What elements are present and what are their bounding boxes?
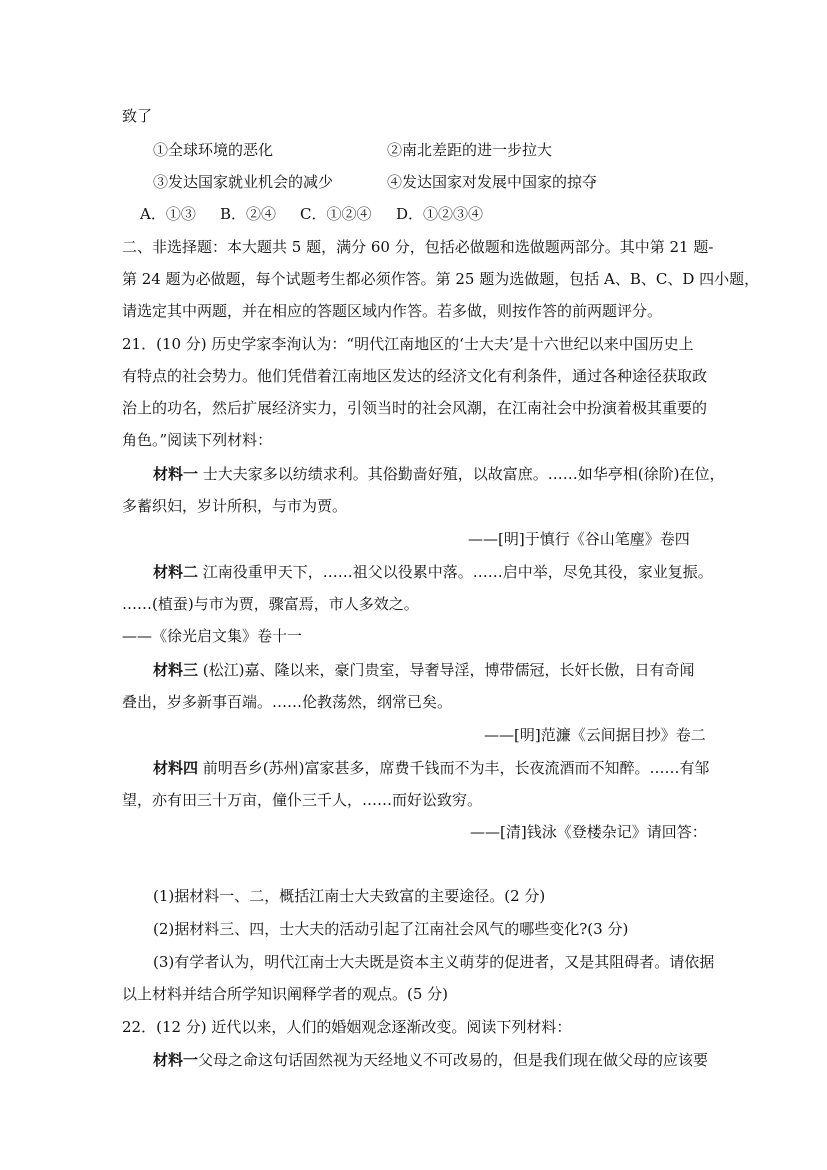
material-label: 材料一 — [153, 1051, 199, 1069]
q20-option-3: ③发达国家就业机会的减少 — [153, 173, 334, 191]
q22-material-1-line-1 — [153, 1050, 708, 1070]
q21-material-2-line-1 — [153, 562, 713, 582]
q21-question-3-line-2: 以上材料并结合所学知识阐释学者的观点。(5 分) — [122, 985, 449, 1003]
section2-line-2: 第 24 题为必做题，每个试题考生都必须作答。第 25 题为选做题，包括 A、B、C、D 四小题， — [122, 270, 760, 288]
q21-material-3-line-2: 叠出，岁多新事百端。……伦教荡然，纲常已矣。 — [122, 693, 453, 711]
material-text: 父母之命这句话固然视为天经地义不可改易的，但是我们现在做父母的应该要 — [198, 1051, 709, 1069]
material-label: 材料二 — [153, 563, 199, 581]
q21-material-2-source: ——《徐光启文集》卷十一 — [122, 627, 303, 645]
q21-question-1: (1)据材料一、二，概括江南士大夫致富的主要途径。(2 分) — [153, 887, 546, 905]
q21-material-1-source: ——[明]于慎行《谷山笔麈》卷四 — [468, 530, 690, 548]
q21-intro-4: 角色。”阅读下列材料： — [122, 431, 273, 449]
material-label: 材料三 — [153, 661, 199, 679]
q20-option-4: ④发达国家对发展中国家的掠夺 — [387, 173, 598, 191]
q21-material-1-line-2: 多蓄织妇，岁计所积，与市为贾。 — [122, 497, 348, 515]
q21-intro-1: 21．(10 分) 历史学家李洵认为：“明代江南地区的‘士大夫’是十六世纪以来中国历史上 — [122, 335, 694, 353]
q21-material-3-line-1 — [153, 660, 695, 680]
section2-line-1: 二、非选择题：本大题共 5 题，满分 60 分，包括必做题和选做题两部分。其中第 21 题- — [122, 238, 714, 256]
material-label: 材料一 — [153, 465, 199, 483]
q21-material-4-line-1 — [153, 758, 710, 778]
material-text: (松江)嘉、隆以来，豪门贵室，导奢导淫，博带儒冠，长奸长傲，日有奇闻 — [198, 661, 695, 679]
section2-line-3: 请选定其中两题，并在相应的答题区域内作答。若多做，则按作答的前两题评分。 — [122, 302, 663, 320]
q21-material-4-source: ——[清]钱泳《登楼杂记》请回答： — [470, 823, 707, 841]
q20-choice-a: A．①③ — [140, 205, 196, 223]
q21-material-2-line-2: ……(植蚕)与市为贾，骤富焉，市人多效之。 — [122, 595, 419, 613]
q21-material-1-line-1 — [153, 464, 725, 484]
q20-option-1: ①全球环境的恶化 — [153, 141, 274, 159]
material-text: 前明吾乡(苏州)富家甚多，席费千钱而不为丰，长夜流酒而不知醉。……有邹 — [198, 759, 710, 777]
material-text: 士大夫家多以纺绩求利。其俗勤啬好殖，以故富庶。……如华亭相(徐阶)在位， — [198, 465, 725, 483]
q20-choice-b: B．②④ — [220, 205, 277, 223]
q20-option-2: ②南北差距的进一步拉大 — [387, 141, 553, 159]
material-text: 江南役重甲天下，……祖父以役累中落。……启中举，尽免其役，家业复振。 — [198, 563, 713, 581]
q22-intro: 22．(12 分) 近代以来，人们的婚姻观念逐渐改变。阅读下列材料： — [122, 1018, 572, 1036]
q20-choice-d: D．①②③④ — [396, 205, 484, 223]
q21-material-3-source: ——[明]范濂《云间据目抄》卷二 — [484, 726, 706, 744]
q21-question-2: (2)据材料三、四，士大夫的活动引起了江南社会风气的哪些变化?(3 分) — [153, 920, 629, 938]
material-label: 材料四 — [153, 759, 199, 777]
q21-intro-2: 有特点的社会势力。他们凭借着江南地区发达的经济文化有利条件，通过各种途径获取政 — [122, 367, 708, 385]
q21-question-3-line-1: (3)有学者认为，明代江南士大夫既是资本主义萌芽的促进者，又是其阻碍者。请依据 — [153, 953, 715, 971]
q21-material-4-line-2: 望，亦有田三十万亩，僮仆三千人，……而好讼致穷。 — [122, 791, 483, 809]
q20-tail-text: 致了 — [122, 107, 153, 125]
q20-choice-c: C．①②④ — [300, 205, 372, 223]
q21-intro-3: 治上的功名，然后扩展经济实力，引领当时的社会风潮，在江南社会中扮演着极其重要的 — [122, 399, 708, 417]
